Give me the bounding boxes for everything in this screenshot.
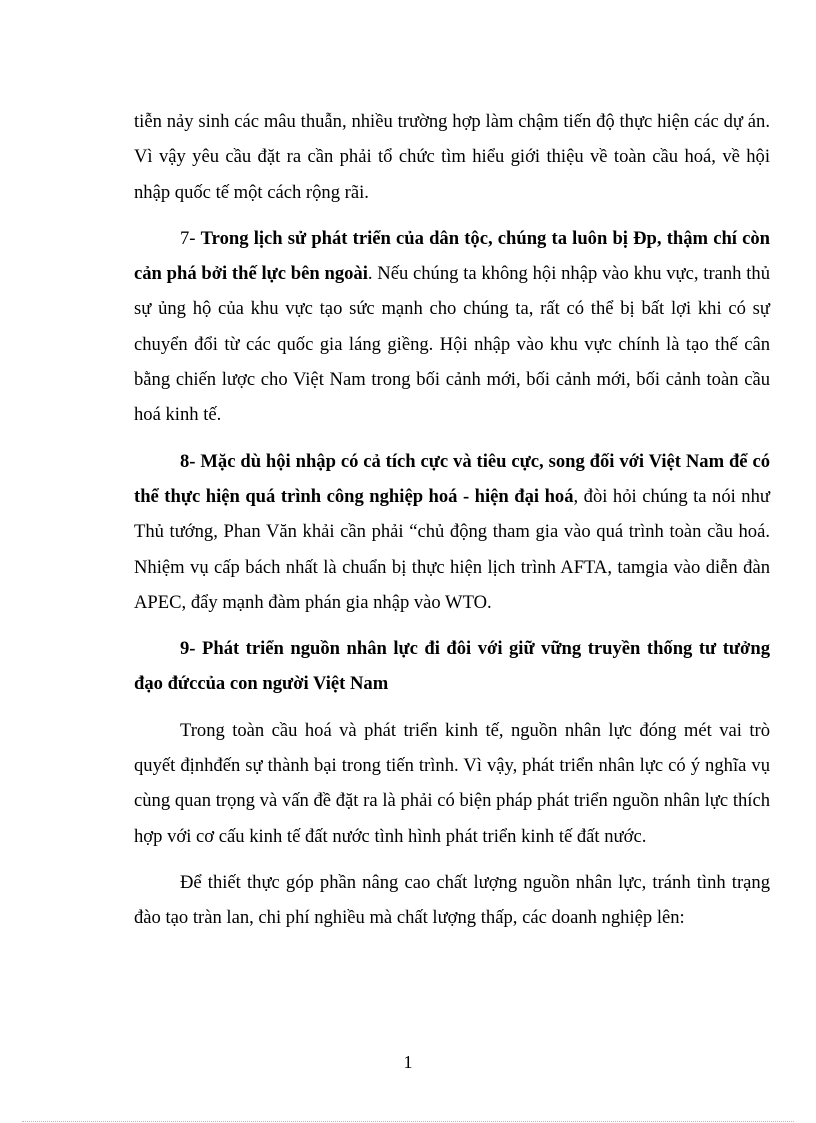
point-heading-bold: Trong lịch sử phát triển của dân tộc, chúng ta luôn bị Đp, thậm chí còn cản phá bởi thế lực bên ngoài — [134, 227, 770, 285]
point-number: 7- — [180, 227, 201, 249]
paragraph-point-9-heading — [134, 631, 770, 702]
paragraph-text: Để thiết thực góp phần nâng cao chất lượng nguồn nhân lực, tránh tình trạng đào tạo tràn lan, chi phí nghiều mà chất lượng thấp, các doanh nghiệp lên: — [134, 871, 770, 929]
document-body — [134, 104, 770, 947]
paragraph-text: . Nếu chúng ta không hội nhập vào khu vực, tranh thủ sự ủng hộ của khu vực tạo sức mạnh cho chúng ta, rất có thể bị bất lợi khi có sự chuyển đổi từ các quốc gia láng giềng. Hội nhập vào khu vực chính là tạo thế cân bằng chiến lược cho Việt Nam trong bối cảnh mới, bối cảnh mới, bối cảnh toàn cầu hoá kinh tế. — [134, 263, 770, 426]
paragraph-body — [134, 713, 770, 854]
paragraph-continuation — [134, 104, 770, 210]
point-heading-bold: 9- Phát triển nguồn nhân lực đi đôi với giữ vững truyền thống tư tưởng đạo đứccủa con người Việt Nam — [134, 638, 770, 695]
page-bottom-divider — [22, 1121, 794, 1122]
paragraph-body — [134, 865, 770, 936]
paragraph-text: tiễn nảy sinh các mâu thuẫn, nhiều trường hợp làm chậm tiến độ thực hiện các dự án. Vì vậy yêu cầu đặt ra cần phải tổ chức tìm hiểu giới thiệu về toàn cầu hoá, về hội nhập quốc tế một cách rộng rãi. — [134, 111, 770, 203]
point-heading-bold: 8- Mặc dù hội nhập có cả tích cực và tiêu cực, song đối với Việt Nam để có thể thực hiện quá trình công nghiệp hoá - hiện đại hoá — [134, 450, 770, 507]
paragraph-point-7 — [134, 221, 770, 433]
page-number: 1 — [403, 1052, 413, 1072]
paragraph-point-8 — [134, 444, 770, 620]
paragraph-text: , đòi hỏi chúng ta nói như Thủ tướng, Phan Văn khải cần phải “chủ động tham gia vào quá trình toàn cầu hoá. Nhiệm vụ cấp bách nhất là chuẩn bị thực hiện lịch trình AFTA, tamgia vào diễn đàn APEC, đẩy mạnh đàm phán gia nhập vào WTO. — [134, 485, 770, 613]
paragraph-text: Trong toàn cầu hoá và phát triển kinh tế, nguồn nhân lực đóng mét vai trò quyết địnhđến sự thành bại trong tiến trình. Vì vậy, phát triển nhân lực có ý nghĩa vụ cùng quan trọng và vấn đề đặt ra là phải có biện pháp phát triển nguồn nhân lực thích hợp với cơ cấu kinh tế đất nước tình hình phát triển kinh tế đất nước. — [134, 719, 770, 847]
